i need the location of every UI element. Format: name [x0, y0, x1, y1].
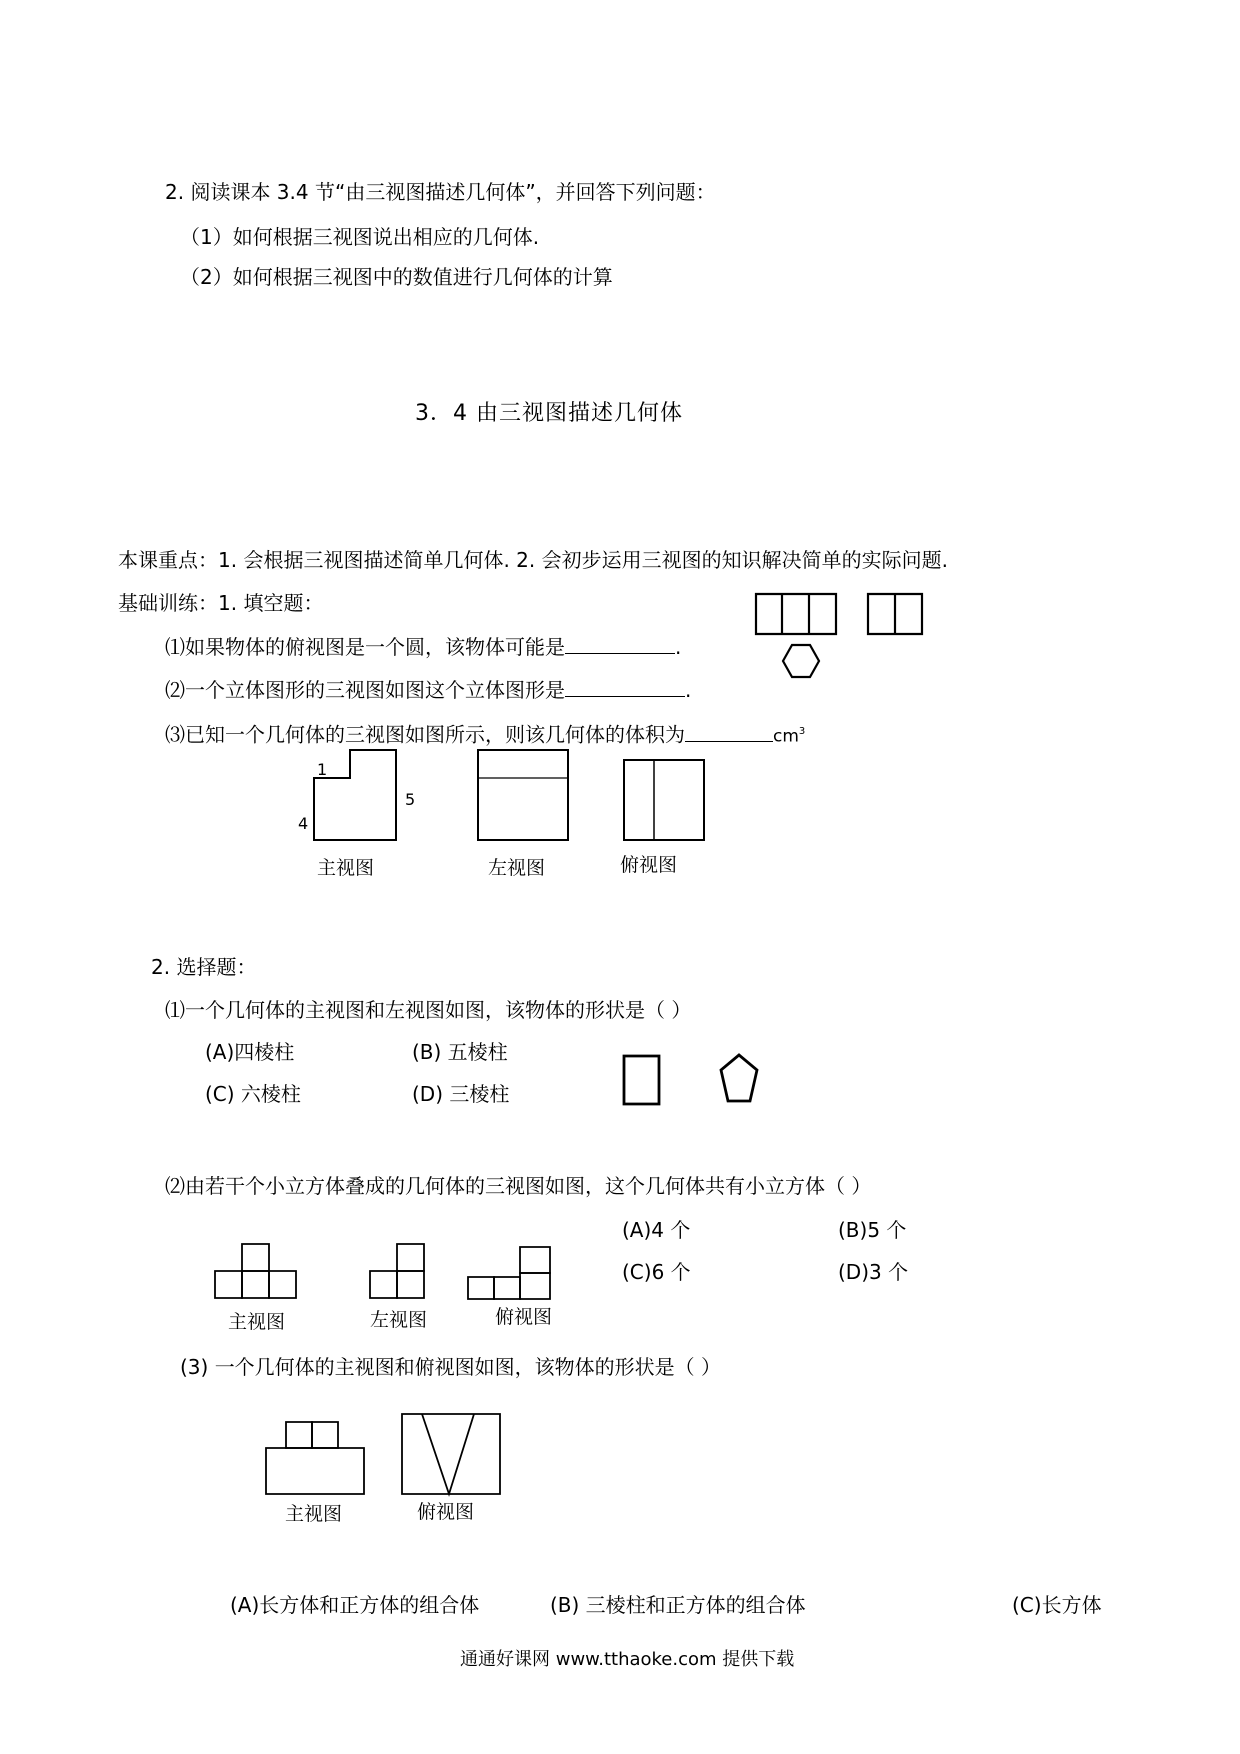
- fill-q3-label-5: 5: [405, 790, 416, 809]
- choice-1-option-d[interactable]: (D) 三棱柱: [412, 1082, 510, 1106]
- fill-q2-three-views: [752, 590, 932, 690]
- choice-3-option-a[interactable]: (A)长方体和正方体的组合体: [230, 1593, 480, 1617]
- choice-1-front-view: [624, 1056, 659, 1104]
- choice-heading: 2. 选择题：: [151, 955, 257, 979]
- answer-blank-3[interactable]: [685, 723, 773, 742]
- choice-1-option-c[interactable]: (C) 六棱柱: [205, 1082, 301, 1106]
- choice-2-top-view: [468, 1247, 550, 1299]
- footer-credit: 通通好课网 www.tthaoke.com 提供下载: [460, 1649, 795, 1670]
- fill-q3-label-1: 1: [317, 760, 328, 779]
- fill-question-1-period: .: [675, 635, 682, 659]
- choice-2-caption-main: 主视图: [228, 1311, 286, 1333]
- fill-q3-caption-main: 主视图: [317, 857, 375, 879]
- fill-question-3-text: ⑶已知一个几何体的三视图如图所示，则该几何体的体积为: [165, 722, 685, 747]
- reading-question-2: （2）如何根据三视图中的数值进行几何体的计算: [180, 265, 613, 289]
- choice-2-option-c[interactable]: (C)6 个: [622, 1260, 691, 1284]
- fill-q3-caption-top: 俯视图: [620, 854, 678, 876]
- choice-3-top-view: [402, 1414, 500, 1494]
- fill-question-2: [165, 678, 691, 702]
- choice-1-views: [620, 1052, 770, 1112]
- volume-unit-exponent: 3: [798, 726, 806, 737]
- choice-2-caption-left: 左视图: [370, 1309, 428, 1331]
- choice-3-caption-main: 主视图: [285, 1503, 343, 1525]
- basic-training-heading: 基础训练：1. 填空题：: [118, 591, 324, 615]
- choice-3-option-c[interactable]: (C)长方体: [1012, 1593, 1102, 1617]
- fill-q3-left-view: [478, 750, 568, 840]
- choice-2-left-view: [370, 1244, 424, 1298]
- reading-question-1: （1）如何根据三视图说出相应的几何体.: [180, 225, 540, 249]
- choice-2-option-a[interactable]: (A)4 个: [622, 1218, 691, 1242]
- choice-1-pentagon-view: [721, 1055, 757, 1101]
- choice-3-option-b[interactable]: (B) 三棱柱和正方体的组合体: [550, 1593, 806, 1617]
- fill-q3-caption-left: 左视图: [488, 857, 546, 879]
- choice-2-option-b[interactable]: (B)5 个: [838, 1218, 907, 1242]
- fill-question-1: [165, 635, 681, 659]
- fill-q2-hexagon-top-view: [783, 645, 819, 677]
- volume-unit: cm: [773, 726, 799, 747]
- fill-question-2-text: ⑵一个立体图形的三视图如图这个立体图形是: [165, 678, 565, 702]
- fill-question-1-text: ⑴如果物体的俯视图是一个圆，该物体可能是: [165, 635, 565, 659]
- section-title: 3．4 由三视图描述几何体: [415, 401, 683, 426]
- answer-blank-1[interactable]: [565, 635, 675, 654]
- choice-2-three-views: [210, 1235, 560, 1305]
- lesson-focus: 本课重点：1. 会根据三视图描述简单几何体. 2. 会初步运用三视图的知识解决简单的实际问题.: [118, 548, 948, 572]
- fill-q3-top-view: [624, 760, 704, 840]
- fill-question-3: [165, 720, 805, 749]
- choice-question-3: (3) 一个几何体的主视图和俯视图如图，该物体的形状是（ ）: [180, 1355, 722, 1379]
- choice-1-option-b[interactable]: (B) 五棱柱: [412, 1040, 508, 1064]
- choice-2-front-view: [215, 1244, 296, 1298]
- choice-2-option-d[interactable]: (D)3 个: [838, 1260, 909, 1284]
- fill-q3-label-4: 4: [298, 814, 309, 833]
- choice-question-1: ⑴一个几何体的主视图和左视图如图，该物体的形状是（ ）: [165, 998, 692, 1022]
- fill-question-2-period: .: [685, 678, 692, 702]
- answer-blank-2[interactable]: [565, 678, 685, 697]
- choice-2-caption-top: 俯视图: [495, 1306, 553, 1328]
- fill-q2-front-view: [756, 594, 836, 634]
- choice-3-caption-top: 俯视图: [417, 1501, 475, 1523]
- choice-1-option-a[interactable]: (A)四棱柱: [205, 1040, 295, 1064]
- choice-3-front-view: [266, 1422, 364, 1494]
- reading-heading: 2. 阅读课本 3.4 节“由三视图描述几何体”，并回答下列问题：: [165, 180, 716, 204]
- choice-question-2: ⑵由若干个小立方体叠成的几何体的三视图如图，这个几何体共有小立方体（ ）: [165, 1174, 872, 1198]
